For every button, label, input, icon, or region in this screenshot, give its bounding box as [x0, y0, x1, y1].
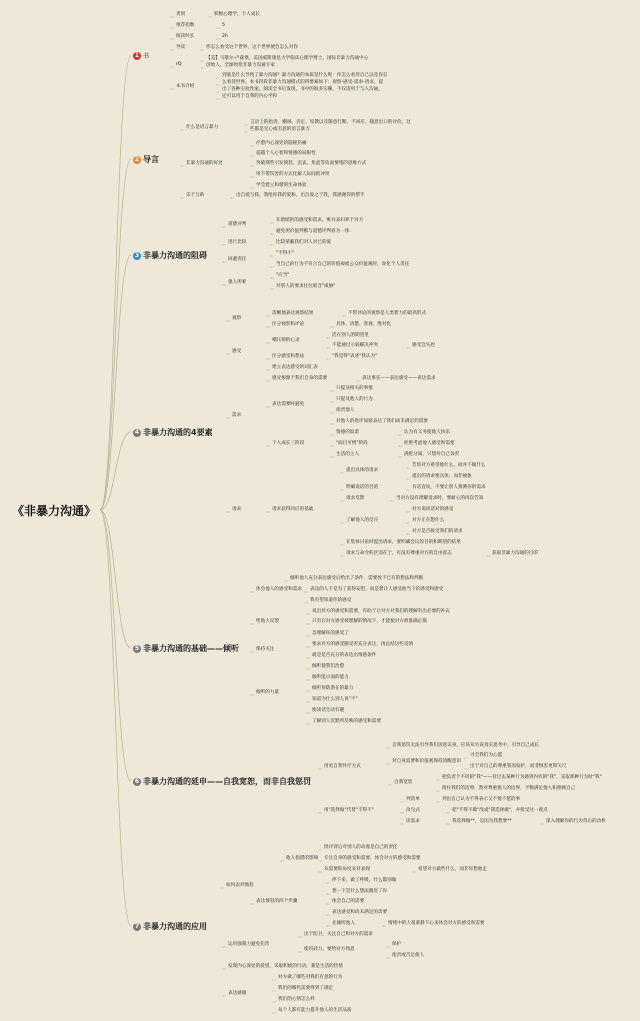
- map-node[interactable]: 当自己的行为不符合自己的价值观或公众价值观时，说化个人责任: [276, 262, 410, 267]
- section-2-title: 导言: [143, 155, 159, 164]
- map-node[interactable]: 观察: [232, 316, 242, 321]
- map-node[interactable]: 表达事实——表达感受——表达需求: [362, 376, 436, 381]
- map-node[interactable]: 表达感受和尚未满足的需要: [332, 910, 388, 915]
- map-node[interactable]: 请求与命令的区别在于，有没有尊重对方的自由意志: [346, 551, 452, 556]
- map-node[interactable]: "应当": [276, 273, 290, 278]
- map-node[interactable]: 对自身需要和价值观保持清醒意识: [392, 759, 461, 764]
- map-node[interactable]: 表达需要时避免: [272, 402, 305, 407]
- map-node[interactable]: 专注自身的感受和需要，体会对方的感受和需要: [324, 856, 421, 861]
- map-node[interactable]: 不能通过示弱解决冲突: [332, 343, 378, 348]
- map-node[interactable]: 如何表对愤怒: [226, 883, 254, 888]
- map-node[interactable]: 告诉对方希望他什么，而并不做什么: [412, 463, 486, 468]
- map-node[interactable]: 出于对自己的尊重我而发护，而非惧害更和欠尺: [470, 764, 567, 769]
- map-node[interactable]: 导读: [176, 45, 186, 50]
- map-node[interactable]: 获取非暴力沟通的目的: [492, 551, 538, 556]
- connector: [100, 159, 131, 510]
- map-node[interactable]: 2h: [222, 34, 228, 39]
- map-node[interactable]: 学会建立和谐的生命体验: [256, 183, 307, 188]
- map-node[interactable]: 发现内心深处的爱望，采取积极的行动，兼是生活的热情: [228, 964, 343, 969]
- map-node[interactable]: 倾听的力量: [256, 690, 279, 695]
- map-node[interactable]: 使用武力，要给对方熟意: [304, 947, 355, 952]
- map-node[interactable]: 要求对方的感受随受责充分表达，再总结这些受情: [312, 642, 414, 647]
- map-node[interactable]: 生活的主人: [336, 452, 359, 457]
- map-node[interactable]: 我们的哪些需要得到了满足: [278, 986, 334, 991]
- map-node[interactable]: 他人指错的影响: [286, 856, 319, 861]
- map-node[interactable]: 知道为什么别人说"不": [312, 697, 358, 702]
- map-node[interactable]: 指责或否定他人: [392, 953, 425, 958]
- badge-2-icon: 2: [134, 155, 140, 163]
- section-3[interactable]: [133, 250, 207, 261]
- map-node[interactable]: 你怎么看受这个世界，这个世界便会怎么对你: [206, 45, 298, 50]
- map-node[interactable]: 对他人的批评间接表达了我们尚未满足的需要: [336, 419, 428, 424]
- map-node[interactable]: 批评背后对别人的动漫是自己的责任: [324, 845, 398, 850]
- map-node[interactable]: 本书介绍: [176, 84, 195, 89]
- map-node[interactable]: 感受: [232, 349, 242, 354]
- map-node[interactable]: 运用强制力避免伤害: [228, 942, 270, 947]
- map-node[interactable]: 出于防卫，关注自己和对方的需求: [304, 932, 373, 937]
- map-node[interactable]: 么看待世界，本书四段非暴力沟通模式的四要素如下：观察-感受-需求-请求，提: [222, 80, 384, 85]
- map-node[interactable]: 明确说话的目的: [346, 485, 379, 490]
- section-4[interactable]: [133, 427, 213, 438]
- map-node[interactable]: 还可以用于自我的内心平和: [222, 94, 278, 99]
- section-5-title: 非暴力沟通的基础——倾听: [143, 644, 239, 653]
- map-node[interactable]: 对方是否接受我们的请求: [412, 529, 463, 534]
- map-node[interactable]: 说出对方的感受和需要，有助于让对方对我们的理解有出必要的补充: [312, 609, 450, 614]
- map-node[interactable]: 改句式: [406, 808, 420, 813]
- map-node[interactable]: 什么是语言暴力: [186, 125, 219, 130]
- map-node[interactable]: 情绪中的人很难静下心来体会对方的感受和需要: [388, 921, 485, 926]
- map-node[interactable]: 疗愈内心深处的隐秘伤痛: [256, 141, 307, 146]
- map-node[interactable]: 了解他人的反应: [346, 518, 379, 523]
- map-node[interactable]: 超越个人心智和情感的局限性: [256, 151, 316, 156]
- section-7[interactable]: [133, 921, 207, 932]
- map-node[interactable]: 嘲压抑的心灵: [272, 338, 300, 343]
- section-4-title: 非暴力沟通的4要素: [143, 428, 213, 437]
- map-node[interactable]: 保持关注: [256, 647, 275, 652]
- map-node[interactable]: 阅读时长: [176, 34, 195, 39]
- map-node[interactable]: 表达愤怒的四个步骤: [256, 899, 298, 904]
- map-node[interactable]: 对别人的要求往往暗含"威胁": [276, 284, 336, 289]
- map-node[interactable]: "面目可憎"阶段: [336, 441, 368, 446]
- section-6-title: 非暴力沟通的延申——自我宽恕，而非自我惩罚: [143, 777, 311, 786]
- map-node[interactable]: 表达感谢: [228, 991, 247, 996]
- map-node[interactable]: 提出的请求要具体，而非抽象: [412, 474, 472, 479]
- map-node[interactable]: 创始人，全球致伦非暴力沟通专家: [206, 63, 275, 68]
- map-node[interactable]: 些都是无心或有意的语言暴力: [250, 127, 310, 132]
- badge-1-icon: 1: [134, 51, 140, 59]
- map-node[interactable]: 推荐指数: [176, 23, 195, 28]
- map-node[interactable]: 自我宽恕: [394, 780, 413, 785]
- map-node[interactable]: 对方做了哪些对我们有意的行为: [278, 975, 343, 980]
- map-node[interactable]: 倾听他人充分表达感受后给出了条件，需要放下已有的想法和判断: [290, 576, 424, 581]
- map-node[interactable]: 先倾听他人: [332, 921, 355, 926]
- map-node[interactable]: 进行比较: [228, 240, 247, 245]
- map-node[interactable]: 区分感受和想法: [272, 354, 305, 359]
- map-node[interactable]: 从需要的角度来对表现: [324, 867, 370, 872]
- map-node[interactable]: 活在别人的期望里: [332, 333, 369, 338]
- map-node[interactable]: 表达的人不是为了获得安慰，而是想让人感受他当下的感受和感受: [310, 587, 444, 592]
- map-node[interactable]: 希望对方做些什么，而非你想他走: [418, 867, 487, 872]
- map-node[interactable]: 强人所难: [228, 280, 247, 285]
- map-node[interactable]: 我选择做**，是因为我想要**: [452, 819, 512, 824]
- map-node[interactable]: 寻全我们为心愿: [470, 753, 503, 758]
- map-node[interactable]: 把负责个不同的"我"——对过去某种行为感到内疚的"我"，采取那种行为时"我": [442, 775, 602, 780]
- map-node[interactable]: 【美】马歇尔·卢森堡，美国威斯康星大学临床心理学博士，国际非暴力沟通中心: [206, 56, 369, 61]
- map-node[interactable]: 用更自我怀疗方式: [324, 764, 361, 769]
- map-node[interactable]: 有话直说，不要让别人猜测你的需求: [412, 485, 486, 490]
- map-node[interactable]: 指责他人: [336, 408, 355, 413]
- map-node[interactable]: 清晰地表达观察结果: [272, 311, 314, 316]
- section-1-title: 书: [143, 53, 150, 60]
- map-node[interactable]: 个人成长三阶段: [272, 441, 305, 446]
- badge-3-icon: 3: [134, 251, 140, 259]
- map-node[interactable]: 接住我们的边界，然对尊重他人的边界，平衡满足他人和照顾自己: [442, 786, 576, 791]
- map-node[interactable]: 满腔分离，只想对自己负责: [404, 452, 460, 457]
- map-node[interactable]: 道德评判: [228, 222, 247, 227]
- map-node[interactable]: 感受根源于我们自身的需要: [272, 376, 328, 381]
- map-node[interactable]: 在集体讨论时提出请求，要明确会议的目的和期望的结果: [346, 540, 461, 545]
- map-node[interactable]: rQ: [176, 62, 182, 67]
- map-node[interactable]: 出自爱与我，我给你我的爱和，出自爱之于我，我感谢你的帮手: [236, 193, 365, 198]
- root-node[interactable]: 《非暴力沟通》: [12, 504, 97, 518]
- map-node[interactable]: 出了各种实验性案，阅读全书后发现，书中的很多实操，不仅适用于与人沟通，: [222, 87, 383, 92]
- map-node[interactable]: 我们的心情怎么样: [278, 997, 315, 1002]
- connector: [100, 510, 131, 648]
- map-node[interactable]: 只提及他人的行为: [336, 397, 373, 402]
- map-node[interactable]: 用不带伤害的方式化解人际间的冲突: [256, 172, 330, 177]
- map-node[interactable]: 在暗暗的的感受和需求，赃并表归罪于对方: [276, 218, 364, 223]
- connector: [100, 510, 131, 781]
- map-node[interactable]: 避免用价值判断与道德评判看为一体: [276, 229, 350, 234]
- connector: [100, 56, 131, 510]
- map-node[interactable]: 当对方没有理解请求时，要耐心的再次告知: [396, 496, 484, 501]
- map-node[interactable]: 倾听能示弱的能力: [312, 675, 349, 680]
- map-node[interactable]: 情感的奴隶: [336, 430, 359, 435]
- map-node[interactable]: 我有望知道你的感受: [310, 598, 352, 603]
- map-node[interactable]: 到底是什么导致了暴力沟通？暴力沟通的本质是什么呢：你怎么看待自己以及你怎: [222, 73, 388, 78]
- map-node[interactable]: 急理解你的感受了: [312, 631, 349, 636]
- map-node[interactable]: 每个人都有能力提升他人的生活品质: [278, 1008, 352, 1013]
- map-node[interactable]: 5: [222, 23, 225, 28]
- map-node[interactable]: 自我惩罚无法引导我们因意识身，应该从失误真实思考中，引导自己成长: [392, 743, 540, 748]
- map-node[interactable]: 比较蒙蔽我们对人对已的爱: [276, 240, 332, 245]
- map-node[interactable]: 积极心理学、个人成长: [214, 12, 260, 17]
- map-node[interactable]: 只提及相关的事情: [336, 386, 373, 391]
- map-node[interactable]: 认为有义务使他人快乐: [404, 430, 450, 435]
- map-node[interactable]: 深入理解你的行为背后的动机: [546, 819, 606, 824]
- map-node[interactable]: 使谈话生动有趣: [312, 708, 345, 713]
- map-node[interactable]: 对方正在想什么: [412, 518, 445, 523]
- map-node[interactable]: 言语上的指责、嘲讽、否定、说教以及随意打断、不回应、随意出口的评价，这: [250, 120, 411, 125]
- map-node[interactable]: 用"选择做"代替"不得不": [324, 808, 374, 813]
- map-node[interactable]: 体会他人的感受和需求: [256, 587, 302, 592]
- map-node[interactable]: 停下来，做了呼吸，什么都别做: [332, 878, 397, 883]
- map-node[interactable]: 需求: [232, 413, 242, 418]
- map-node[interactable]: 保护: [392, 942, 402, 947]
- map-node[interactable]: 乐于互助: [186, 193, 205, 198]
- section-6[interactable]: [133, 776, 311, 787]
- badge-4-icon: 4: [134, 428, 140, 436]
- section-1[interactable]: [133, 51, 149, 60]
- map-node[interactable]: 具体、清楚、客观、绝对化: [336, 322, 392, 327]
- map-node[interactable]: 类别: [176, 12, 186, 17]
- map-node[interactable]: 突破那些引发愤怒、沮丧、焦虑等负面情绪的思维方式: [256, 161, 367, 166]
- map-node[interactable]: 想一下是什么想法激怒了你: [332, 889, 388, 894]
- map-node[interactable]: 列清单: [406, 797, 420, 802]
- section-3-title: 非暴力沟通的阻碍: [143, 251, 207, 260]
- map-node[interactable]: "我觉得"表述"我认为": [332, 354, 378, 359]
- badge-5-icon: 5: [134, 644, 140, 652]
- map-node[interactable]: 只有在对方感受被理解的情况下，才能使对方被准确定描: [312, 619, 427, 624]
- map-node[interactable]: 倾听使我们治愈: [312, 664, 345, 669]
- map-node[interactable]: 感受会失控: [412, 343, 435, 348]
- map-node[interactable]: 回避责任: [228, 257, 247, 262]
- connector: [100, 510, 131, 926]
- map-node[interactable]: 倾听预防潜在的暴力: [312, 686, 354, 691]
- section-2[interactable]: [133, 154, 159, 165]
- map-node[interactable]: 请求反馈: [346, 496, 365, 501]
- map-node[interactable]: 了解别人沉默所反映的感受和需要: [312, 719, 381, 724]
- map-node[interactable]: 列出自己认为不得表示又不情不愿的事: [442, 797, 521, 802]
- map-node[interactable]: 不带评论的观察是人类智力的最高形式: [348, 311, 427, 316]
- section-5[interactable]: [133, 643, 239, 654]
- map-node[interactable]: 请求获得回应的基础: [272, 507, 314, 512]
- badge-6-icon: 6: [134, 777, 140, 785]
- map-node[interactable]: 提出具体的请求: [346, 468, 379, 473]
- map-node[interactable]: 拒绝考虑他人感受和需要: [404, 441, 455, 446]
- map-node[interactable]: 对方说同话对的感受: [412, 507, 454, 512]
- map-node[interactable]: 就是是否充分的表达出情感条件: [312, 653, 377, 658]
- map-node[interactable]: 给他人反馈: [256, 619, 279, 624]
- map-node[interactable]: 体会自己的需要: [332, 899, 365, 904]
- map-node[interactable]: 区分观察和评论: [272, 322, 305, 327]
- badge-7-icon: 7: [134, 922, 140, 930]
- map-node[interactable]: 非暴力沟通的好处: [186, 161, 223, 166]
- map-node[interactable]: 建立表达感受的词汇表: [272, 365, 318, 370]
- map-node[interactable]: 把"不得不做"改成"我选择做"，并接受这一观点: [452, 808, 548, 813]
- map-node[interactable]: 请求: [232, 507, 242, 512]
- map-node[interactable]: "不得不": [276, 251, 295, 256]
- section-7-title: 非暴力沟通的应用: [143, 922, 207, 931]
- map-node[interactable]: 读需求: [406, 819, 420, 824]
